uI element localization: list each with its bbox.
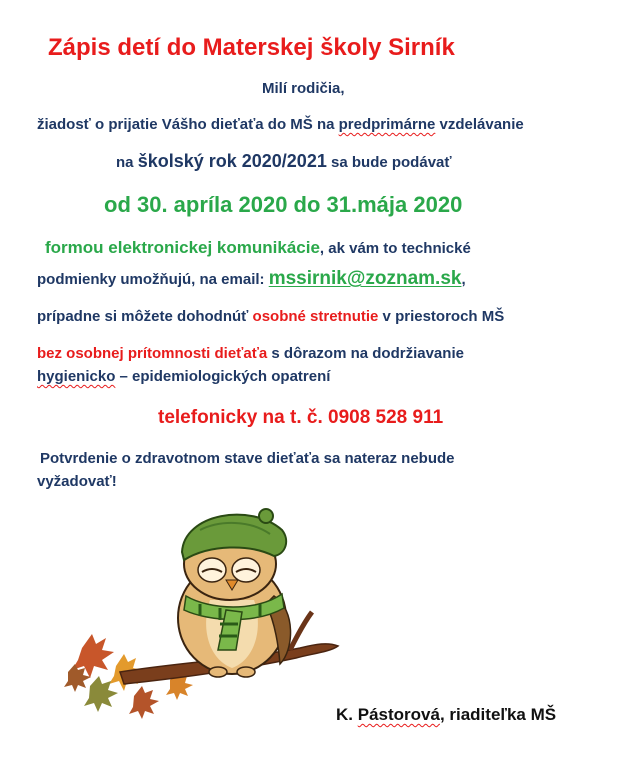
communication-line	[45, 238, 471, 258]
signature-surname: Pástorová	[357, 705, 440, 724]
email-prefix: podmienky umožňujú, na email:	[37, 271, 269, 288]
education-text: vzdelávanie	[435, 116, 524, 133]
school-year-line	[116, 151, 452, 172]
personal-meeting: osobné stretnutie	[252, 308, 379, 325]
signature-role: , riaditeľka MŠ	[439, 705, 557, 724]
child-presence-suffix: s dôrazom na dodržiavanie	[267, 345, 464, 362]
meeting-line	[37, 308, 504, 325]
school-year: školský rok 2020/2021	[137, 151, 327, 171]
electronic-communication: formou elektronickej komunikácie	[45, 238, 320, 257]
preprimary-word: predprimárne	[338, 116, 436, 133]
without-child: bez osobnej prítomnosti dieťaťa	[37, 345, 268, 362]
meeting-suffix: v priestoroch MŠ	[378, 308, 505, 325]
hygiene-line	[37, 368, 330, 385]
application-line	[37, 116, 524, 133]
meeting-prefix: prípadne si môžete dohodnúť	[37, 308, 253, 325]
child-presence-line	[37, 345, 464, 362]
hygiene-word: hygienicko	[37, 368, 116, 385]
signature-initial: K.	[336, 705, 358, 724]
email-suffix: ,	[461, 271, 466, 288]
phone-line: telefonicky na t. č. 0908 528 911	[158, 407, 444, 428]
greeting: Milí rodičia,	[262, 80, 345, 97]
email-line	[37, 268, 466, 290]
hygiene-suffix: – epidemiologických opatrení	[115, 368, 331, 385]
email-link[interactable]: mssirnik@zoznam.sk	[268, 268, 462, 289]
page-title: Zápis detí do Materskej školy Sirník	[48, 34, 455, 61]
owl-illustration	[60, 500, 350, 730]
school-year-suffix: sa bude podávať	[326, 154, 452, 171]
communication-suffix: , ak vám to technické	[319, 240, 471, 257]
school-year-prefix: na	[116, 154, 138, 171]
health-note-line2: vyžadovať!	[37, 473, 117, 490]
owl-icon	[178, 509, 291, 677]
health-note-line1: Potvrdenie o zdravotnom stave dieťaťa sa nateraz nebude	[40, 450, 455, 467]
enrollment-dates: od 30. apríla 2020 do 31.mája 2020	[104, 192, 463, 217]
application-text: žiadosť o prijatie Vášho dieťaťa do MŠ na	[37, 116, 339, 133]
signature	[336, 705, 556, 725]
